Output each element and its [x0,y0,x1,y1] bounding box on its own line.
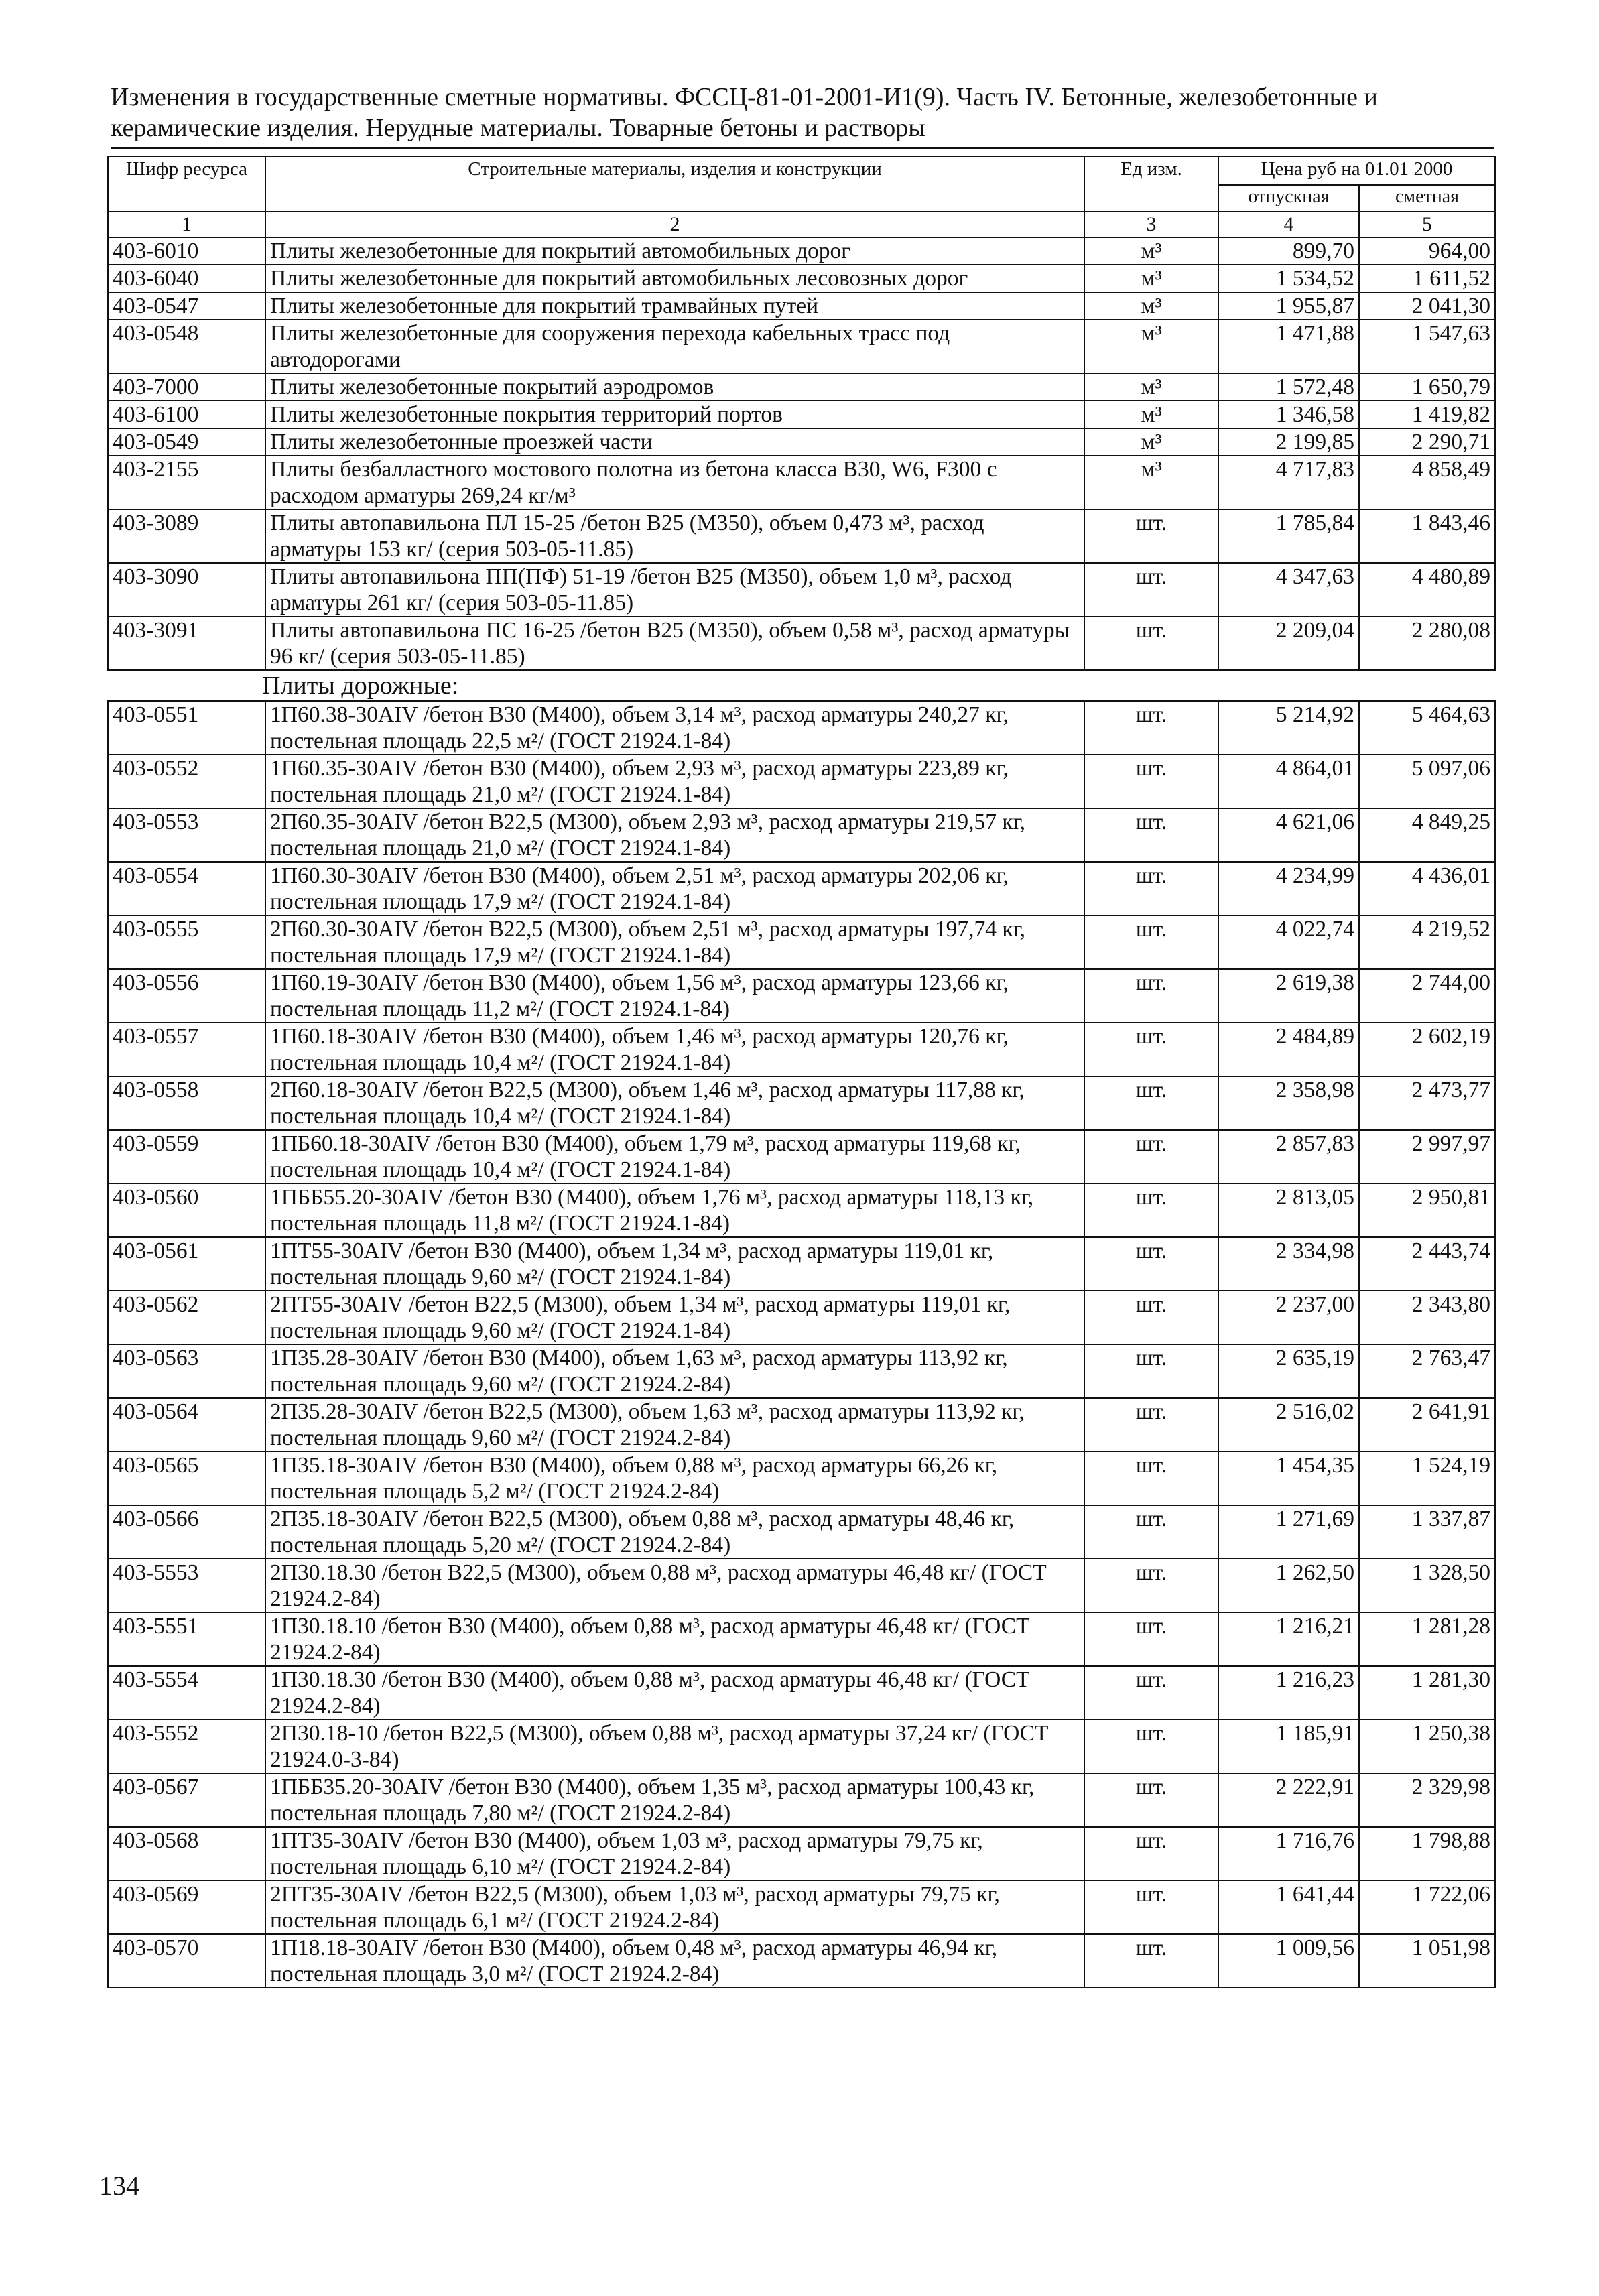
price-release: 4 022,74 [1218,915,1359,969]
resource-code: 403-0559 [108,1130,265,1184]
price-estimate: 1 281,30 [1359,1666,1495,1720]
price-estimate: 2 329,98 [1359,1773,1495,1827]
material-name: 2ПТ55-30AIV /бетон В22,5 (М300), объем 1,34 м³, расход арматуры 119,01 кг, постельная площадь 9,60 м²/ (ГОСТ 21924.1-84) [265,1291,1084,1344]
table-row [108,237,1495,265]
material-name: 1П30.18.30 /бетон В30 (М400), объем 0,88 м³, расход арматуры 46,48 кг/ (ГОСТ 21924.2-84) [265,1666,1084,1720]
table-row [108,1130,1495,1184]
table-row [108,701,1495,755]
price-release: 2 813,05 [1218,1184,1359,1237]
table-row [108,1720,1495,1773]
header-price-group: Цена руб на 01.01 2000 [1218,157,1495,185]
unit-of-measure: шт. [1084,617,1218,670]
resource-code: 403-0552 [108,755,265,808]
table-row [108,862,1495,915]
material-name: Плиты железобетонные проезжей части [265,428,1084,456]
table-row [108,1023,1495,1076]
resource-code: 403-0569 [108,1880,265,1934]
resource-code: 403-0562 [108,1291,265,1344]
material-name: Плиты автопавильона ПЛ 15-25 /бетон В25 (М350), объем 0,473 м³, расход арматуры 153 кг/ (серия 503-05-11.85) [265,509,1084,563]
table-row [108,1934,1495,1988]
material-name: 2П60.18-30AIV /бетон В22,5 (М300), объем 1,46 м³, расход арматуры 117,88 кг, постельная площадь 10,4 м²/ (ГОСТ 21924.1-84) [265,1076,1084,1130]
price-estimate: 4 480,89 [1359,563,1495,617]
resource-code: 403-0561 [108,1237,265,1291]
material-name: 1П60.35-30AIV /бетон В30 (М400), объем 2,93 м³, расход арматуры 223,89 кг, постельная площадь 21,0 м²/ (ГОСТ 21924.1-84) [265,755,1084,808]
price-release: 899,70 [1218,237,1359,265]
resource-code: 403-0553 [108,808,265,862]
table-row [108,373,1495,401]
price-release: 1 009,56 [1218,1934,1359,1988]
price-estimate: 2 290,71 [1359,428,1495,456]
price-estimate: 2 343,80 [1359,1291,1495,1344]
material-name: 2П30.18.30 /бетон В22,5 (М300), объем 0,88 м³, расход арматуры 46,48 кг/ (ГОСТ 21924.2-84) [265,1559,1084,1612]
price-release: 1 641,44 [1218,1880,1359,1934]
unit-of-measure: шт. [1084,1344,1218,1398]
unit-of-measure: шт. [1084,1023,1218,1076]
price-release: 2 857,83 [1218,1130,1359,1184]
table-row [108,617,1495,670]
resource-code: 403-7000 [108,373,265,401]
price-estimate: 2 950,81 [1359,1184,1495,1237]
column-number: 5 [1359,212,1495,237]
table-row [108,1666,1495,1720]
resource-code: 403-6040 [108,265,265,292]
table-row [108,509,1495,563]
resource-code: 403-0548 [108,320,265,373]
material-name: 2П60.35-30AIV /бетон В22,5 (М300), объем 2,93 м³, расход арматуры 219,57 кг, постельная площадь 21,0 м²/ (ГОСТ 21924.1-84) [265,808,1084,862]
table-row [108,1237,1495,1291]
price-release: 4 347,63 [1218,563,1359,617]
header-price-release: отпускная [1218,185,1359,212]
unit-of-measure: шт. [1084,563,1218,617]
resource-code: 403-0549 [108,428,265,456]
unit-of-measure: шт. [1084,808,1218,862]
price-release: 1 454,35 [1218,1452,1359,1505]
unit-of-measure: м³ [1084,373,1218,401]
table-header-row [108,157,1495,185]
header-divider [111,147,1494,149]
unit-of-measure: м³ [1084,292,1218,320]
resource-code: 403-5551 [108,1612,265,1666]
resource-code: 403-0554 [108,862,265,915]
price-estimate: 4 219,52 [1359,915,1495,969]
unit-of-measure: шт. [1084,701,1218,755]
unit-of-measure: шт. [1084,1130,1218,1184]
price-release: 2 199,85 [1218,428,1359,456]
price-estimate: 1 281,28 [1359,1612,1495,1666]
unit-of-measure: шт. [1084,1773,1218,1827]
table-row [108,915,1495,969]
unit-of-measure: шт. [1084,1934,1218,1988]
table-section-road [108,670,1495,701]
material-name: Плиты железобетонные покрытий аэродромов [265,373,1084,401]
price-release: 1 716,76 [1218,1827,1359,1880]
table-row [108,1076,1495,1130]
price-release: 2 209,04 [1218,617,1359,670]
material-name: 1ПТ55-30AIV /бетон В30 (М400), объем 1,34 м³, расход арматуры 119,01 кг, постельная площадь 9,60 м²/ (ГОСТ 21924.1-84) [265,1237,1084,1291]
price-estimate: 2 280,08 [1359,617,1495,670]
material-name: 2П35.28-30AIV /бетон В22,5 (М300), объем 1,63 м³, расход арматуры 113,92 кг, постельная площадь 9,60 м²/ (ГОСТ 21924.2-84) [265,1398,1084,1452]
resource-code: 403-0563 [108,1344,265,1398]
resource-code: 403-0547 [108,292,265,320]
price-release: 1 346,58 [1218,401,1359,428]
table-row [108,428,1495,456]
price-estimate: 2 041,30 [1359,292,1495,320]
material-name: 1ПБ60.18-30AIV /бетон В30 (М400), объем 1,79 м³, расход арматуры 119,68 кг, постельная площадь 10,4 м²/ (ГОСТ 21924.1-84) [265,1130,1084,1184]
price-release: 1 534,52 [1218,265,1359,292]
material-name: 1П60.19-30AIV /бетон В30 (М400), объем 1,56 м³, расход арматуры 123,66 кг, постельная площадь 11,2 м²/ (ГОСТ 21924.1-84) [265,969,1084,1023]
price-estimate: 4 849,25 [1359,808,1495,862]
unit-of-measure: шт. [1084,1452,1218,1505]
resource-code: 403-6100 [108,401,265,428]
unit-of-measure: шт. [1084,1880,1218,1934]
resource-code: 403-6010 [108,237,265,265]
table-row [108,1773,1495,1827]
column-number: 1 [108,212,265,237]
price-release: 2 358,98 [1218,1076,1359,1130]
header-price-estimate: сметная [1359,185,1495,212]
material-name: 2П60.30-30AIV /бетон В22,5 (М300), объем 2,51 м³, расход арматуры 197,74 кг, постельная площадь 17,9 м²/ (ГОСТ 21924.1-84) [265,915,1084,969]
price-release: 5 214,92 [1218,701,1359,755]
price-estimate: 5 097,06 [1359,755,1495,808]
price-release: 1 785,84 [1218,509,1359,563]
price-release: 1 185,91 [1218,1720,1359,1773]
header-unit: Ед изм. [1084,157,1218,212]
unit-of-measure: шт. [1084,1076,1218,1130]
material-name: 1П35.18-30AIV /бетон В30 (М400), объем 0,88 м³, расход арматуры 66,26 кг, постельная площадь 5,2 м²/ (ГОСТ 21924.2-84) [265,1452,1084,1505]
table-row [108,1559,1495,1612]
resource-code: 403-3089 [108,509,265,563]
table-row [108,1827,1495,1880]
table-row [108,401,1495,428]
unit-of-measure: м³ [1084,320,1218,373]
material-name: Плиты железобетонные для покрытий автомобильных дорог [265,237,1084,265]
material-name: Плиты железобетонные для покрытий автомобильных лесовозных дорог [265,265,1084,292]
unit-of-measure: шт. [1084,862,1218,915]
material-name: 1П18.18-30AIV /бетон В30 (М400), объем 0,48 м³, расход арматуры 46,94 кг, постельная площадь 3,0 м²/ (ГОСТ 21924.2-84) [265,1934,1084,1988]
price-release: 2 222,91 [1218,1773,1359,1827]
unit-of-measure: шт. [1084,1237,1218,1291]
material-name: 1ПББ55.20-30AIV /бетон В30 (М400), объем 1,76 м³, расход арматуры 118,13 кг, постельная площадь 11,8 м²/ (ГОСТ 21924.1-84) [265,1184,1084,1237]
unit-of-measure: шт. [1084,1184,1218,1237]
price-estimate: 1 524,19 [1359,1452,1495,1505]
price-estimate: 1 843,46 [1359,509,1495,563]
unit-of-measure: м³ [1084,456,1218,509]
table-row [108,456,1495,509]
price-release: 2 484,89 [1218,1023,1359,1076]
column-number: 4 [1218,212,1359,237]
price-release: 2 619,38 [1218,969,1359,1023]
resource-code: 403-0567 [108,1773,265,1827]
price-estimate: 5 464,63 [1359,701,1495,755]
price-release: 4 234,99 [1218,862,1359,915]
price-estimate: 1 328,50 [1359,1559,1495,1612]
price-release: 2 516,02 [1218,1398,1359,1452]
table-row [108,1398,1495,1452]
resource-code: 403-0551 [108,701,265,755]
price-estimate: 964,00 [1359,237,1495,265]
price-estimate: 1 722,06 [1359,1880,1495,1934]
price-release: 1 216,23 [1218,1666,1359,1720]
resource-code: 403-0555 [108,915,265,969]
price-estimate: 1 611,52 [1359,265,1495,292]
material-name: Плиты безбалластного мостового полотна из бетона класса В30, W6, F300 с расходом арматуры 269,24 кг/м³ [265,456,1084,509]
header-code: Шифр ресурса [108,157,265,212]
price-estimate: 1 419,82 [1359,401,1495,428]
price-estimate: 2 763,47 [1359,1344,1495,1398]
unit-of-measure: шт. [1084,969,1218,1023]
material-name: Плиты железобетонные покрытия территорий портов [265,401,1084,428]
price-estimate: 2 443,74 [1359,1237,1495,1291]
resource-code: 403-0556 [108,969,265,1023]
material-name: 2П30.18-10 /бетон В22,5 (М300), объем 0,88 м³, расход арматуры 37,24 кг/ (ГОСТ 21924.0-3-84) [265,1720,1084,1773]
table-row [108,1612,1495,1666]
column-number: 3 [1084,212,1218,237]
unit-of-measure: м³ [1084,265,1218,292]
table-row [108,1184,1495,1237]
price-estimate: 1 798,88 [1359,1827,1495,1880]
resource-code: 403-0568 [108,1827,265,1880]
material-name: 1ПТ35-30AIV /бетон В30 (М400), объем 1,03 м³, расход арматуры 79,75 кг, постельная площадь 6,10 м²/ (ГОСТ 21924.2-84) [265,1827,1084,1880]
price-estimate: 2 602,19 [1359,1023,1495,1076]
price-estimate: 1 250,38 [1359,1720,1495,1773]
resource-code: 403-0564 [108,1398,265,1452]
price-release: 1 262,50 [1218,1559,1359,1612]
material-name: Плиты автопавильона ПП(ПФ) 51-19 /бетон В25 (М350), объем 1,0 м³, расход арматуры 261 кг/ (серия 503-05-11.85) [265,563,1084,617]
price-estimate: 1 051,98 [1359,1934,1495,1988]
price-estimate: 1 337,87 [1359,1505,1495,1559]
section-title: Плиты дорожные: [108,670,1495,701]
material-name: Плиты железобетонные для сооружения перехода кабельных трасс под автодорогами [265,320,1084,373]
table-body-plates [108,237,1495,670]
unit-of-measure: шт. [1084,1720,1218,1773]
resource-code: 403-5554 [108,1666,265,1720]
unit-of-measure: шт. [1084,509,1218,563]
table-row [108,1505,1495,1559]
price-release: 2 334,98 [1218,1237,1359,1291]
table-row [108,1291,1495,1344]
unit-of-measure: шт. [1084,1612,1218,1666]
column-number: 2 [265,212,1084,237]
material-name: Плиты автопавильона ПС 16-25 /бетон В25 (М350), объем 0,58 м³, расход арматуры 96 кг/ (серия 503-05-11.85) [265,617,1084,670]
unit-of-measure: шт. [1084,755,1218,808]
header-name: Строительные материалы, изделия и конструкции [265,157,1084,212]
price-estimate: 2 744,00 [1359,969,1495,1023]
price-estimate: 4 858,49 [1359,456,1495,509]
header-line-2: керамические изделия. Нерудные материалы. Товарные бетоны и растворы [111,114,925,142]
header-line-1: Изменения в государственные сметные нормативы. ФССЦ-81-01-2001-И1(9). Часть IV. Бетонные, железобетонные и [111,83,1378,111]
column-number-row [108,212,1495,237]
table-row [108,320,1495,373]
resource-code: 403-0566 [108,1505,265,1559]
price-release: 1 471,88 [1218,320,1359,373]
price-release: 4 621,06 [1218,808,1359,862]
table-row [108,265,1495,292]
table-row [108,1344,1495,1398]
price-release: 4 864,01 [1218,755,1359,808]
price-estimate: 4 436,01 [1359,862,1495,915]
unit-of-measure: шт. [1084,1398,1218,1452]
material-name: 1П60.30-30AIV /бетон В30 (М400), объем 2,51 м³, расход арматуры 202,06 кг, постельная площадь 17,9 м²/ (ГОСТ 21924.1-84) [265,862,1084,915]
unit-of-measure: шт. [1084,915,1218,969]
unit-of-measure: м³ [1084,401,1218,428]
table-row [108,969,1495,1023]
material-name: 1П60.38-30AIV /бетон В30 (М400), объем 3,14 м³, расход арматуры 240,27 кг, постельная площадь 22,5 м²/ (ГОСТ 21924.1-84) [265,701,1084,755]
price-release: 4 717,83 [1218,456,1359,509]
unit-of-measure: м³ [1084,237,1218,265]
table-row [108,1452,1495,1505]
material-name: 1П35.28-30AIV /бетон В30 (М400), объем 1,63 м³, расход арматуры 113,92 кг, постельная площадь 9,60 м²/ (ГОСТ 21924.2-84) [265,1344,1084,1398]
resource-code: 403-0557 [108,1023,265,1076]
table-row [108,808,1495,862]
price-estimate: 2 473,77 [1359,1076,1495,1130]
price-estimate: 1 547,63 [1359,320,1495,373]
material-name: 2ПТ35-30AIV /бетон В22,5 (М300), объем 1,03 м³, расход арматуры 79,75 кг, постельная площадь 6,1 м²/ (ГОСТ 21924.2-84) [265,1880,1084,1934]
resource-code: 403-0565 [108,1452,265,1505]
price-estimate: 2 641,91 [1359,1398,1495,1452]
page-number: 134 [99,2171,139,2201]
table-body-road-plates [108,701,1495,1988]
document-header [111,82,1494,143]
table-row [108,292,1495,320]
price-release: 1 216,21 [1218,1612,1359,1666]
price-release: 2 635,19 [1218,1344,1359,1398]
unit-of-measure: шт. [1084,1559,1218,1612]
unit-of-measure: шт. [1084,1291,1218,1344]
price-estimate: 2 997,97 [1359,1130,1495,1184]
resource-code: 403-0560 [108,1184,265,1237]
unit-of-measure: шт. [1084,1666,1218,1720]
material-name: 2П35.18-30AIV /бетон В22,5 (М300), объем 0,88 м³, расход арматуры 48,46 кг, постельная площадь 5,20 м²/ (ГОСТ 21924.2-84) [265,1505,1084,1559]
unit-of-measure: шт. [1084,1505,1218,1559]
price-release: 2 237,00 [1218,1291,1359,1344]
price-release: 1 271,69 [1218,1505,1359,1559]
price-release: 1 955,87 [1218,292,1359,320]
resource-code: 403-5552 [108,1720,265,1773]
price-estimate: 1 650,79 [1359,373,1495,401]
material-name: 1П30.18.10 /бетон В30 (М400), объем 0,88 м³, расход арматуры 46,48 кг/ (ГОСТ 21924.2-84) [265,1612,1084,1666]
resource-code: 403-3090 [108,563,265,617]
material-name: 1П60.18-30AIV /бетон В30 (М400), объем 1,46 м³, расход арматуры 120,76 кг, постельная площадь 10,4 м²/ (ГОСТ 21924.1-84) [265,1023,1084,1076]
section-row [108,670,1495,701]
table-row [108,755,1495,808]
price-release: 1 572,48 [1218,373,1359,401]
table-row [108,563,1495,617]
material-name: Плиты железобетонные для покрытий трамвайных путей [265,292,1084,320]
resource-code: 403-0558 [108,1076,265,1130]
unit-of-measure: м³ [1084,428,1218,456]
price-table [107,156,1496,1988]
resource-code: 403-2155 [108,456,265,509]
material-name: 1ПББ35.20-30AIV /бетон В30 (М400), объем 1,35 м³, расход арматуры 100,43 кг, постельная площадь 7,80 м²/ (ГОСТ 21924.2-84) [265,1773,1084,1827]
table-row [108,1880,1495,1934]
unit-of-measure: шт. [1084,1827,1218,1880]
resource-code: 403-3091 [108,617,265,670]
resource-code: 403-5553 [108,1559,265,1612]
resource-code: 403-0570 [108,1934,265,1988]
